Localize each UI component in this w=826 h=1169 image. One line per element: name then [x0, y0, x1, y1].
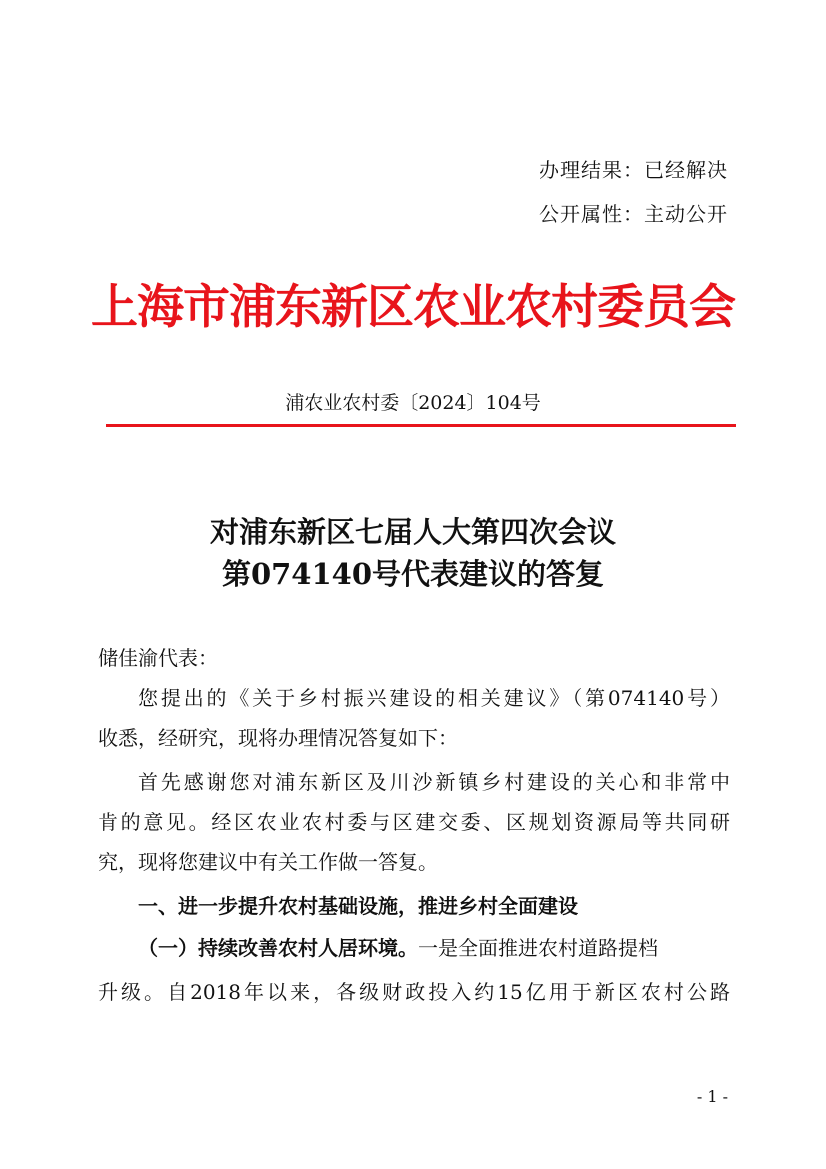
- subsection-1-heading: （一）持续改善农村人居环境。: [138, 936, 418, 960]
- paragraph-1-line-1: 您提出的《关于乡村振兴建设的相关建议》（第074140号）: [138, 686, 730, 710]
- paragraph-2-line-3: 究，现将您建议中有关工作做一答复。: [98, 850, 438, 874]
- paragraph-3-line-2: 升级。自2018年以来，各级财政投入约15亿用于新区农村公路: [98, 980, 730, 1004]
- salutation: 储佳渝代表：: [98, 646, 218, 670]
- paragraph-2-line-2: 肯的意见。经区农业农村委与区建交委、区规划资源局等共同研: [98, 810, 730, 834]
- paragraph-3-line-1: [138, 932, 730, 961]
- red-divider: [106, 424, 736, 427]
- document-number: 浦农业农村委〔2024〕104号: [285, 392, 541, 414]
- document-title-line-1: 对浦东新区七届人大第四次会议: [209, 515, 616, 549]
- subsection-1-text: 一是全面推进农村道路提档: [418, 936, 658, 960]
- handling-result: 办理结果：已经解决: [539, 158, 728, 182]
- paragraph-1-line-2: 收悉，经研究，现将办理情况答复如下：: [98, 726, 458, 750]
- section-1-heading: 一、进一步提升农村基础设施，推进乡村全面建设: [138, 894, 578, 918]
- disclosure-attribute: 公开属性：主动公开: [539, 202, 728, 226]
- page-number: - 1 -: [696, 1087, 728, 1106]
- organization-title: 上海市浦东新区农业农村委员会: [91, 280, 735, 335]
- paragraph-2-line-1: 首先感谢您对浦东新区及川沙新镇乡村建设的关心和非常中: [138, 770, 730, 794]
- document-title-line-2: 第074140号代表建议的答复: [221, 557, 605, 591]
